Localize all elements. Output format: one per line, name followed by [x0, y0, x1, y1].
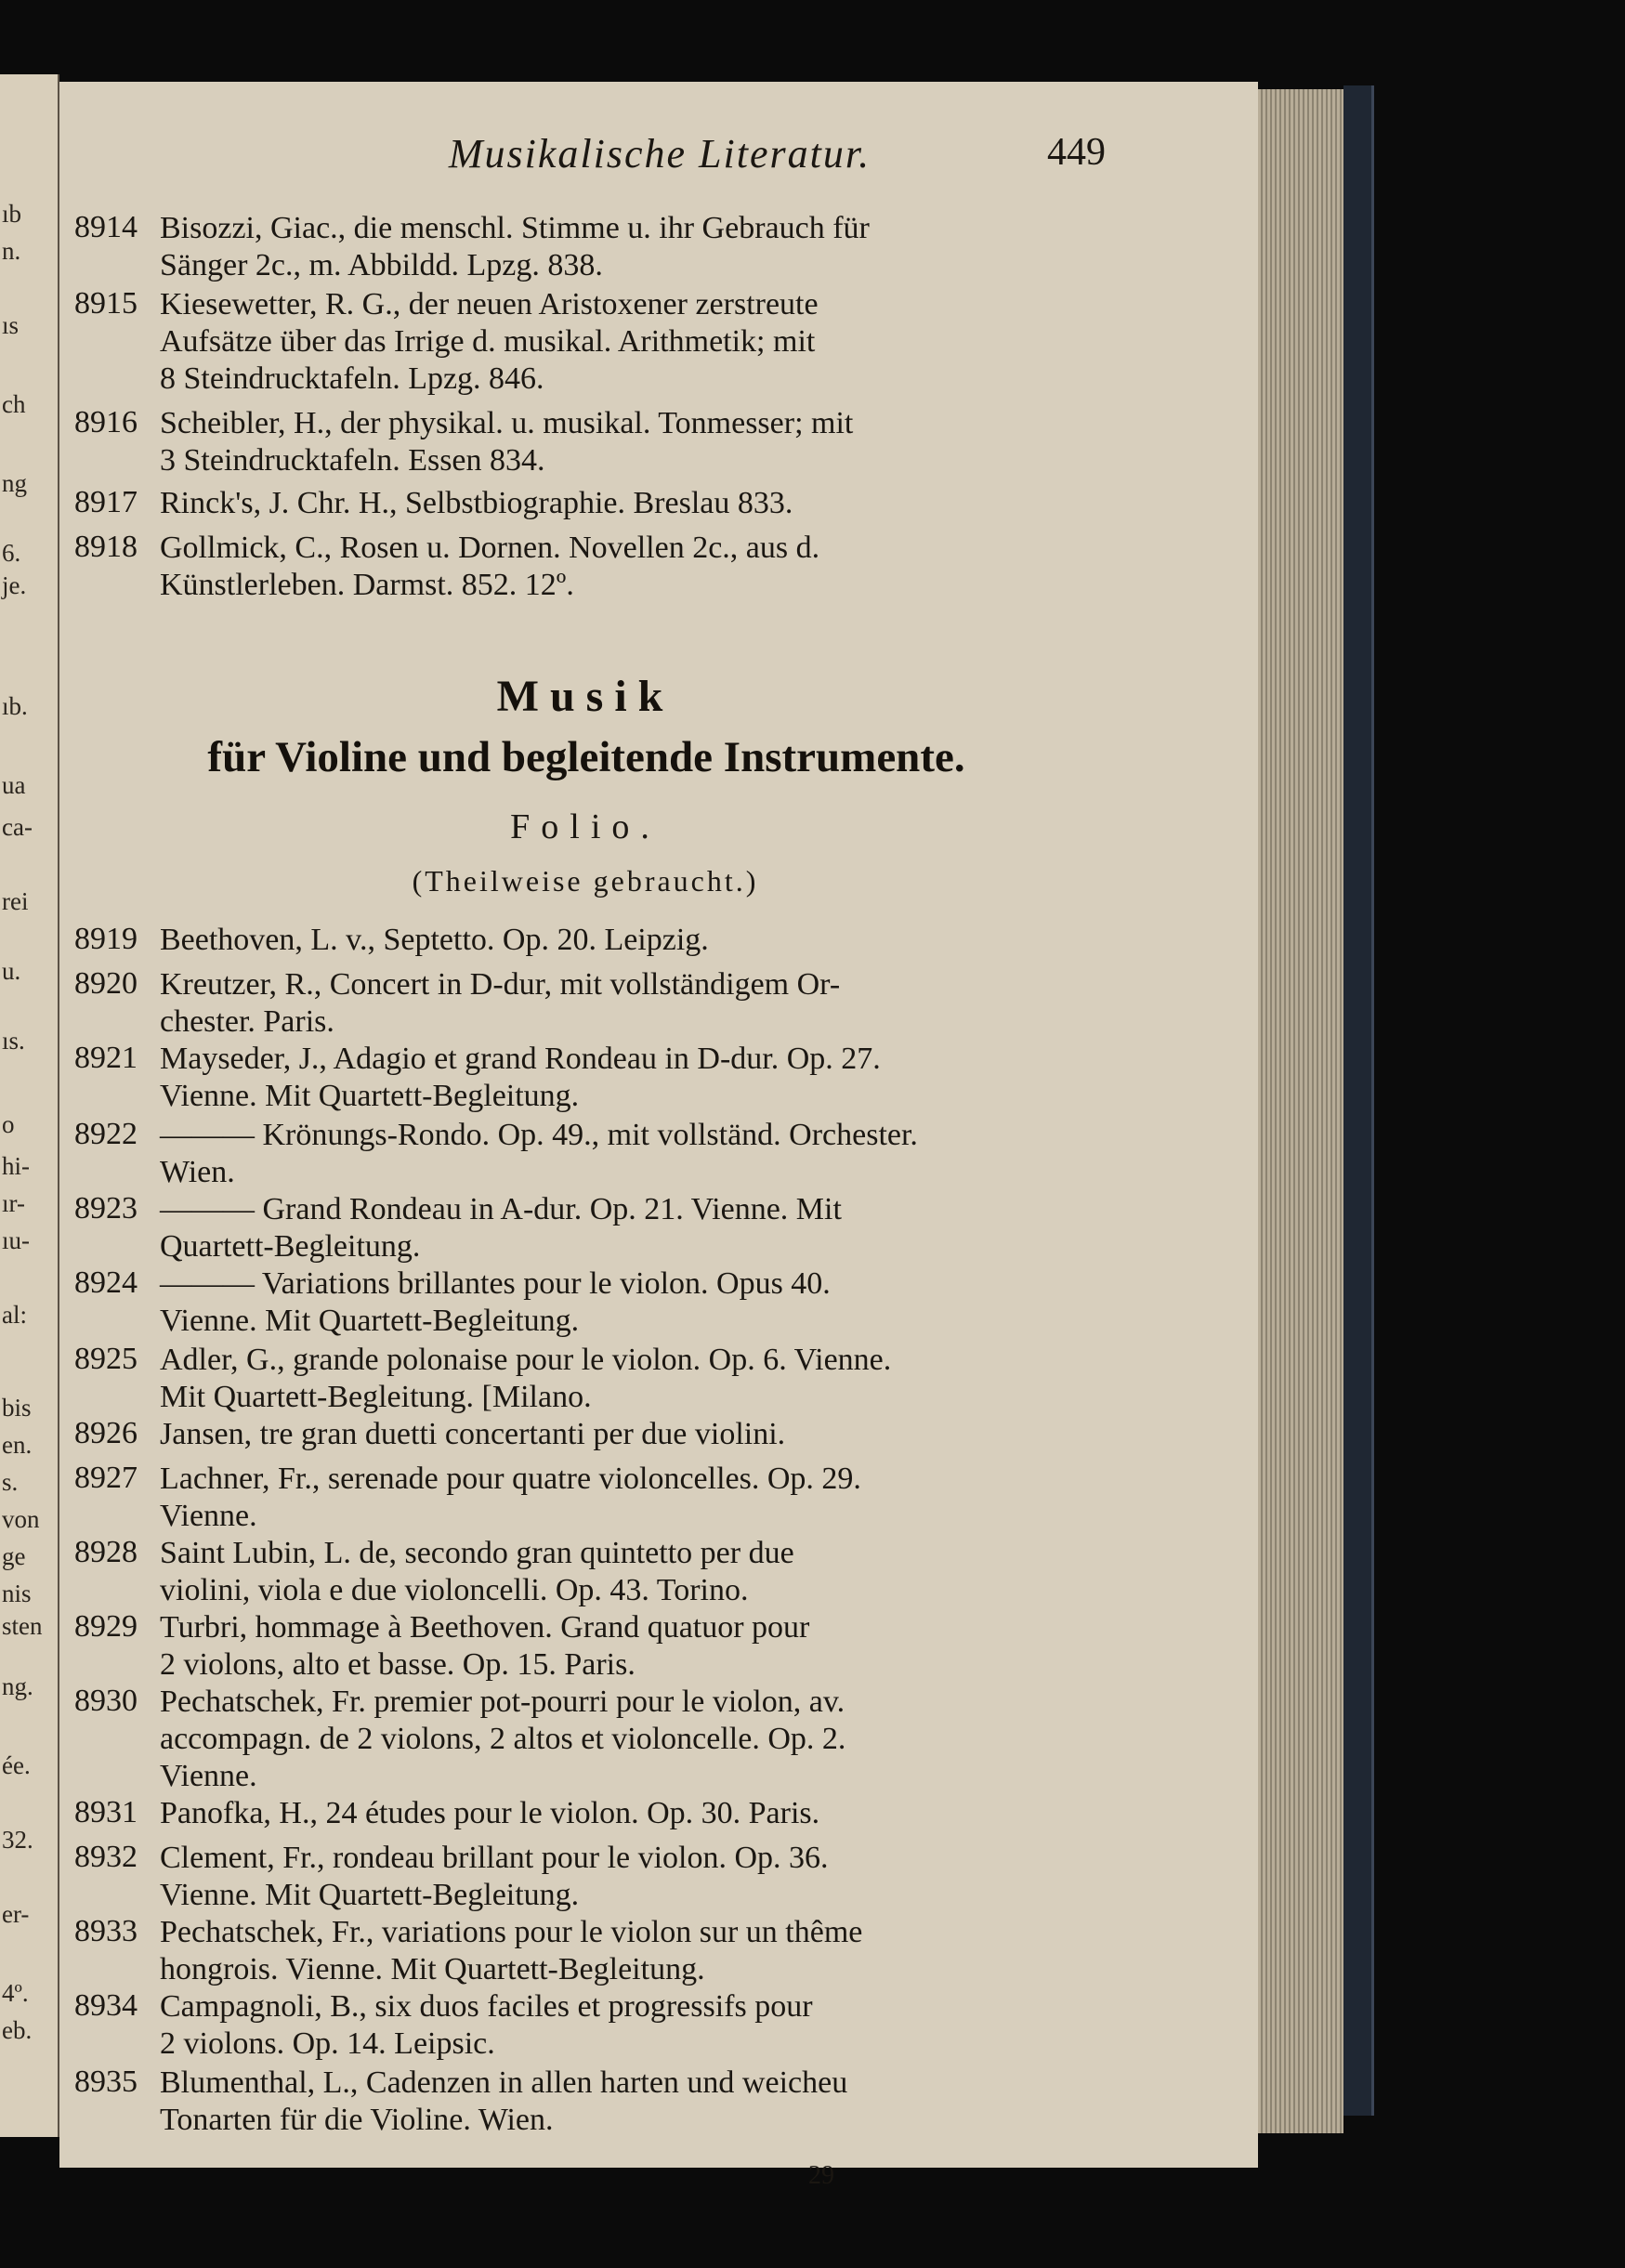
entry-line: Mayseder, J., Adagio et grand Rondeau in D-dur. Op. 27.: [160, 1042, 881, 1076]
entry-number: 8923: [74, 1191, 138, 1226]
entry-text: [160, 1988, 1163, 2063]
entry-line: Mit Quartett-Begleitung. [Milano.: [160, 1380, 592, 1414]
entry-line: ——— Grand Rondeau in A-dur. Op. 21. Vienne. Mit: [160, 1192, 842, 1226]
entry-line: Saint Lubin, L. de, secondo gran quintetto per due: [160, 1536, 794, 1570]
entry-line: violini, viola e due violoncelli. Op. 43. Torino.: [160, 1573, 749, 1607]
margin-fragment: ua: [2, 771, 26, 799]
margin-fragment: n.: [2, 237, 21, 265]
entry-line: Beethoven, L. v., Septetto. Op. 20. Leipzig.: [160, 923, 709, 957]
margin-fragment: hi-: [2, 1152, 30, 1180]
entry-number: 8932: [74, 1840, 138, 1874]
margin-fragment: ca-: [2, 813, 33, 841]
entry-number: 8920: [74, 966, 138, 1001]
entry-line: Vienne.: [160, 1499, 257, 1533]
entry-text: [160, 1609, 1163, 1684]
margin-fragment: ch: [2, 390, 26, 418]
entry-text: [160, 1191, 1163, 1265]
entry-number: 8935: [74, 2065, 138, 2099]
margin-fragment: bis: [2, 1394, 32, 1422]
entry-number: 8934: [74, 1988, 138, 2023]
entry-number: 8929: [74, 1609, 138, 1644]
entry-number: 8926: [74, 1416, 138, 1450]
entry-line: Tonarten für die Violine. Wien.: [160, 2103, 554, 2137]
entry-number: 8924: [74, 1265, 138, 1300]
entry-text: [160, 2065, 1163, 2139]
entry-number: 8915: [74, 286, 138, 321]
page-number: 449: [1047, 131, 1106, 174]
margin-fragment: en.: [2, 1431, 33, 1459]
entry-text: [160, 922, 1163, 959]
entry-line: Wien.: [160, 1155, 235, 1189]
entry-text: [160, 1117, 1163, 1191]
margin-fragment: ıb.: [2, 692, 28, 720]
entry-text: [160, 405, 1163, 479]
entry-text: [160, 1684, 1163, 1795]
entry-line: Aufsätze über das Irrige d. musikal. Arithmetik; mit: [160, 324, 816, 359]
entry-line: Panofka, H., 24 études pour le violon. Op. 30. Paris.: [160, 1796, 820, 1830]
entry-text: [160, 1914, 1163, 1988]
entry-number: 8919: [74, 922, 138, 956]
entry-line: ——— Krönungs-Rondo. Op. 49., mit vollständ. Orchester.: [160, 1118, 918, 1152]
entry-number: 8931: [74, 1795, 138, 1829]
section-title: Musik: [496, 672, 675, 721]
entry-line: 2 violons, alto et basse. Op. 15. Paris.: [160, 1647, 636, 1682]
entry-line: Kiesewetter, R. G., der neuen Aristoxener zerstreute: [160, 287, 819, 321]
margin-fragment: ıb: [2, 200, 22, 228]
margin-fragment: u.: [2, 957, 21, 985]
entry-text: [160, 1461, 1163, 1535]
entry-line: 2 violons. Op. 14. Leipsic.: [160, 2026, 495, 2061]
entry-text: [160, 1535, 1163, 1609]
entry-number: 8928: [74, 1535, 138, 1569]
entry-text: [160, 1416, 1163, 1453]
margin-fragment: von: [2, 1505, 40, 1533]
margin-fragment: er-: [2, 1900, 30, 1928]
entry-line: Kreutzer, R., Concert in D-dur, mit vollständigem Or-: [160, 967, 841, 1002]
margin-fragment: nis: [2, 1580, 32, 1607]
margin-fragment: ge: [2, 1542, 26, 1570]
entry-line: 8 Steindrucktafeln. Lpzg. 846.: [160, 361, 544, 396]
margin-fragment: ıs: [2, 311, 20, 339]
entry-line: Vienne.: [160, 1759, 257, 1793]
entry-text: [160, 210, 1163, 284]
entry-text: [160, 1795, 1163, 1832]
entry-number: 8917: [74, 485, 138, 519]
entry-line: accompagn. de 2 violons, 2 altos et violoncelle. Op. 2.: [160, 1722, 846, 1756]
entry-line: chester. Paris.: [160, 1004, 334, 1039]
running-title: Musikalische Literatur.: [448, 131, 871, 177]
margin-fragment: rei: [2, 887, 29, 915]
margin-fragment: ng: [2, 469, 27, 497]
entry-line: Clement, Fr., rondeau brillant pour le violon. Op. 36.: [160, 1841, 829, 1875]
entry-line: Rinck's, J. Chr. H., Selbstbiographie. Breslau 833.: [160, 486, 793, 520]
entry-line: Vienne. Mit Quartett-Begleitung.: [160, 1304, 580, 1338]
entry-text: [160, 1265, 1163, 1340]
entry-text: [160, 1342, 1163, 1416]
margin-fragment: je.: [2, 571, 27, 599]
margin-fragment: 32.: [2, 1826, 33, 1854]
entry-text: [160, 485, 1163, 522]
margin-fragment: ng.: [2, 1672, 33, 1700]
book-cover-edge: [1343, 85, 1374, 2116]
entry-text: [160, 1041, 1163, 1115]
entry-text: [160, 286, 1163, 398]
format-heading: Folio.: [510, 807, 661, 846]
entry-number: 8914: [74, 210, 138, 244]
sheet-signature: 29: [808, 2161, 834, 2190]
entry-number: 8922: [74, 1117, 138, 1151]
entry-line: Scheibler, H., der physikal. u. musikal. Tonmesser; mit: [160, 406, 854, 440]
margin-fragment: 6.: [2, 539, 21, 567]
margin-fragment: eb.: [2, 2016, 33, 2044]
entry-line: Campagnoli, B., six duos faciles et progressifs pour: [160, 1989, 813, 2024]
entry-line: Turbri, hommage à Beethoven. Grand quatuor pour: [160, 1610, 810, 1645]
entry-line: 3 Steindrucktafeln. Essen 834.: [160, 443, 545, 478]
entry-text: [160, 530, 1163, 604]
margin-fragment: al:: [2, 1301, 27, 1329]
entry-line: Adler, G., grande polonaise pour le violon. Op. 6. Vienne.: [160, 1343, 892, 1377]
entry-line: Künstlerleben. Darmst. 852. 12º.: [160, 568, 574, 602]
entry-line: Vienne. Mit Quartett-Begleitung.: [160, 1079, 580, 1113]
entry-number: 8921: [74, 1041, 138, 1075]
margin-fragment: ıu-: [2, 1226, 30, 1254]
entry-line: Pechatschek, Fr., variations pour le violon sur un thême: [160, 1915, 863, 1949]
entry-number: 8933: [74, 1914, 138, 1948]
margin-fragment: sten: [2, 1612, 43, 1640]
entry-line: Bisozzi, Giac., die menschl. Stimme u. ihr Gebrauch für: [160, 211, 870, 245]
entry-line: ——— Variations brillantes pour le violon. Opus 40.: [160, 1266, 831, 1301]
entry-number: 8930: [74, 1684, 138, 1718]
page-header: [334, 130, 1106, 186]
facing-page-edge: [0, 74, 59, 2137]
entry-text: [160, 966, 1163, 1041]
entry-line: Sänger 2c., m. Abbildd. Lpzg. 838.: [160, 248, 603, 282]
entry-line: Lachner, Fr., serenade pour quatre violoncelles. Op. 29.: [160, 1462, 861, 1496]
entry-number: 8918: [74, 530, 138, 564]
margin-fragment: o: [2, 1110, 15, 1138]
margin-fragment: ée.: [2, 1751, 31, 1779]
condition-note: (Theilweise gebraucht.): [412, 864, 759, 898]
margin-fragment: s.: [2, 1468, 19, 1496]
entry-line: Gollmick, C., Rosen u. Dornen. Novellen 2c., aus d.: [160, 531, 820, 565]
entry-line: Quartett-Begleitung.: [160, 1229, 421, 1264]
entry-line: Blumenthal, L., Cadenzen in allen harten und weicheu: [160, 2065, 848, 2100]
margin-fragment: ıs.: [2, 1027, 25, 1055]
entry-line: Pechatschek, Fr. premier pot-pourri pour le violon, av.: [160, 1685, 845, 1719]
entry-line: Jansen, tre gran duetti concertanti per due violini.: [160, 1417, 786, 1451]
page-block-edge: [1258, 89, 1343, 2133]
entry-line: Vienne. Mit Quartett-Begleitung.: [160, 1878, 580, 1912]
section-subtitle: für Violine und begleitende Instrumente.: [207, 733, 965, 781]
entry-number: 8916: [74, 405, 138, 439]
entry-number: 8925: [74, 1342, 138, 1376]
entry-number: 8927: [74, 1461, 138, 1495]
entry-line: hongrois. Vienne. Mit Quartett-Begleitung.: [160, 1952, 705, 1986]
margin-fragment: 4º.: [2, 1979, 29, 2007]
margin-fragment: ır-: [2, 1189, 25, 1217]
entry-text: [160, 1840, 1163, 1914]
